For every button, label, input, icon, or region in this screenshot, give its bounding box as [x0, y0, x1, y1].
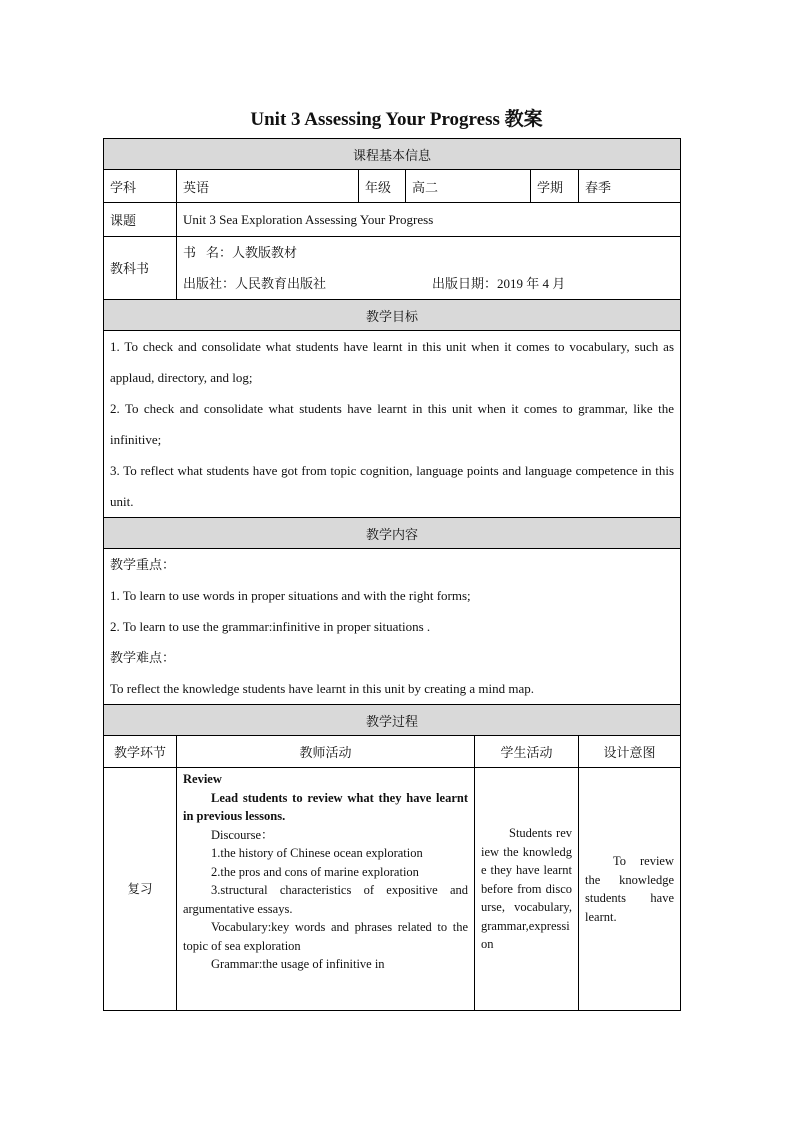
teacher-line: Vocabulary:key words and phrases related to the topic of sea exploration	[183, 920, 468, 953]
topic-value: Unit 3 Sea Exploration Assessing Your Progress	[177, 203, 681, 237]
key-point-item: 1. To learn to use words in proper situations and with the right forms;	[110, 588, 471, 603]
col-header-stage: 教学环节	[104, 736, 177, 768]
difficult-point-text: To reflect the knowledge students have learnt in this unit by creating a mind map.	[110, 681, 534, 696]
subject-row	[104, 170, 681, 203]
teacher-lead: Lead students to review what they have learnt in previous lessons.	[183, 790, 468, 823]
process-header-row	[104, 736, 681, 768]
design-intent-text: To review the knowledge students have learnt.	[585, 854, 675, 924]
student-activity-cell	[475, 768, 579, 1011]
textbook-row	[104, 237, 681, 300]
difficult-points-label: 教学难点：	[110, 650, 176, 665]
term-value: 春季	[579, 170, 681, 203]
section-title: 课程基本信息	[104, 139, 681, 170]
lesson-plan-table	[103, 138, 681, 1011]
term-label: 学期	[531, 170, 579, 203]
topic-row	[104, 203, 681, 237]
grade-value: 高二	[406, 170, 531, 203]
subject-value: 英语	[177, 170, 359, 203]
section-basic-info	[104, 139, 681, 170]
col-header-student: 学生活动	[475, 736, 579, 768]
key-points-label: 教学重点：	[110, 557, 176, 572]
teacher-line: Discourse：	[211, 827, 274, 842]
teacher-line: 3.structural characteristics of expositive and argumentative essays.	[183, 883, 468, 916]
objectives-row	[104, 331, 681, 518]
textbook-label: 教科书	[104, 237, 177, 300]
teacher-title: Review	[183, 772, 222, 786]
process-row-review	[104, 768, 681, 1011]
design-intent-cell	[579, 768, 681, 1011]
section-objectives	[104, 300, 681, 331]
section-content	[104, 518, 681, 549]
content-row	[104, 549, 681, 705]
objective-item: 1. To check and consolidate what students have learnt in this unit when it comes to vocabulary, such as applaud, directory, and log;	[110, 339, 675, 385]
objectives-list	[104, 331, 681, 518]
col-header-intent: 设计意图	[579, 736, 681, 768]
col-header-teacher: 教师活动	[177, 736, 475, 768]
grade-label: 年级	[359, 170, 406, 203]
objective-item: 3. To reflect what students have got from topic cognition, language points and language competence in this unit.	[110, 463, 675, 509]
teacher-line: 2.the pros and cons of marine exploration	[211, 864, 419, 879]
key-point-item: 2. To learn to use the grammar:infinitive in proper situations .	[110, 619, 431, 634]
content-body	[104, 549, 681, 705]
section-title: 教学内容	[104, 518, 681, 549]
textbook-info	[177, 237, 681, 300]
section-title: 教学目标	[104, 300, 681, 331]
objective-item: 2. To check and consolidate what students have learnt in this unit when it comes to grammar, like the infinitive;	[110, 401, 675, 447]
book-name-line: 书 名：人教版教材	[183, 245, 298, 260]
subject-label: 学科	[104, 170, 177, 203]
topic-label: 课题	[104, 203, 177, 237]
publisher-line: 出版社：人民教育出版社 出版日期：2019 年 4 月	[183, 276, 566, 291]
section-process	[104, 705, 681, 736]
teacher-line: Grammar:the usage of infinitive in	[211, 957, 385, 971]
teacher-activity-cell	[177, 768, 475, 1011]
section-title: 教学过程	[104, 705, 681, 736]
page-title: Unit 3 Assessing Your Progress 教案	[250, 109, 543, 130]
stage-cell: 复习	[104, 768, 177, 1011]
student-activity-text: Students review the knowledge they have learnt before from discourse, vocabulary,grammar,expression	[481, 826, 572, 952]
teacher-line: 1.the history of Chinese ocean exploration	[211, 846, 423, 860]
